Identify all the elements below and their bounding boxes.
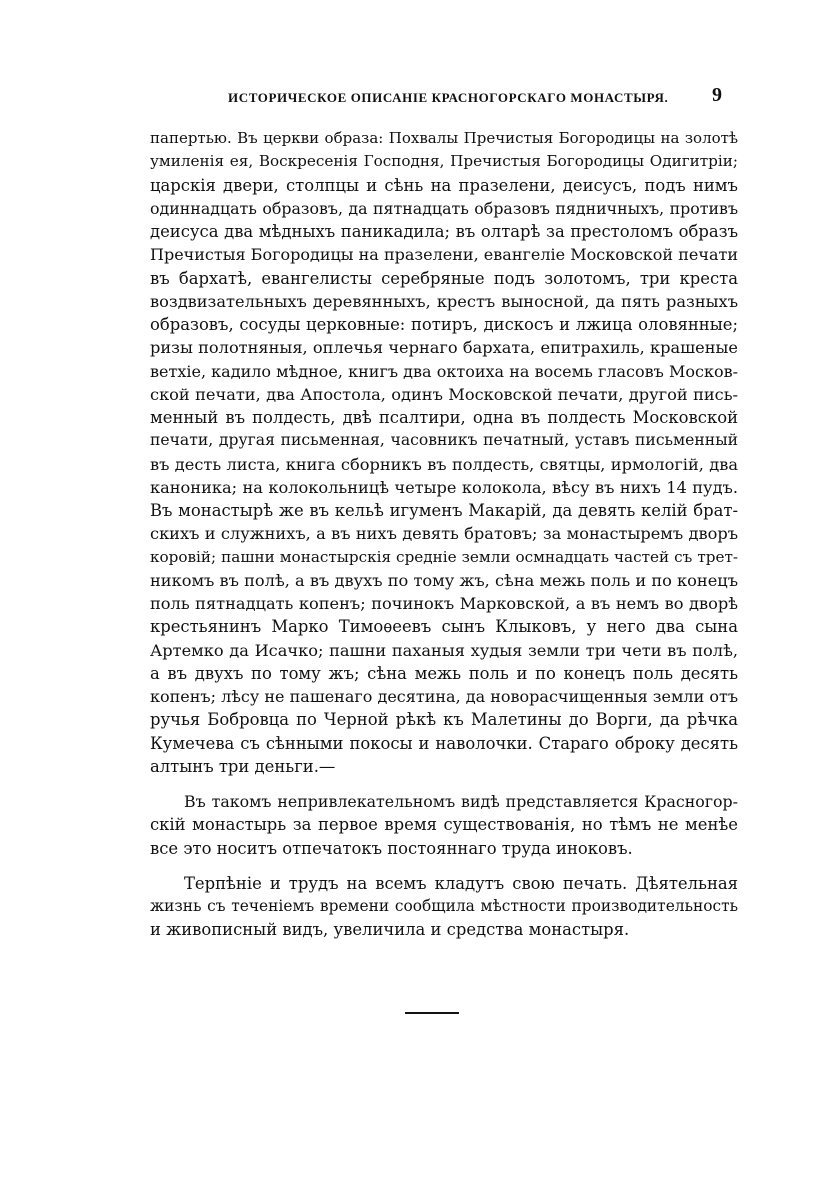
paragraph-3 — [150, 872, 738, 942]
text-line: алтынъ три деньги.— — [150, 756, 336, 776]
text-line: умиленія ея, Воскресенія Господня, Пречистыя Богородицы Одигитріи; — [150, 152, 738, 171]
text-line: ручья Бобровца по Черной рѣкѣ къ Малетины до Ворги, да рѣчка — [150, 710, 738, 730]
text-line: ризы полотняныя, оплечья чернаго бархата, епитрахиль, крашеные — [150, 338, 738, 358]
text-line: Кумечева съ сѣнными покосы и наволочки. Стараго оброку десять — [150, 733, 738, 753]
text-line: скій монастырь за первое время существованія, но тѣмъ не менѣе — [150, 815, 738, 835]
text-line: каноника; на колокольницѣ четыре колокола, вѣсу въ нихъ 14 пудъ. — [150, 477, 738, 497]
text-line: воздвизательныхъ деревянныхъ, крестъ выносной, да пять разныхъ — [150, 291, 738, 311]
text-line: Въ такомъ непривлекательномъ видѣ представляется Красногор- — [184, 792, 738, 811]
text-line: печати, другая письменная, часовникъ печатный, уставъ письменный — [150, 431, 738, 450]
text-line: ской печати, два Апостола, одинъ Московской печати, другой пись- — [150, 384, 738, 404]
text-line: въ бархатѣ, евангелисты серебряные подъ золотомъ, три креста — [150, 268, 738, 288]
text-line: жизнь съ теченіемъ времени сообщила мѣстности производительность — [150, 897, 738, 915]
text-line: Въ монастырѣ же въ кельѣ игуменъ Макарій, да девять келій брат- — [150, 501, 738, 520]
page-number: 9 — [712, 84, 722, 106]
text-line: ветхіе, кадило мѣдное, книгъ два октоиха на восемь гласовъ Москов- — [150, 361, 738, 381]
text-line: крестьянинъ Марко Тимоѳеевъ сынъ Клыковъ, у него два сына — [150, 617, 738, 637]
text-line: въ десть листа, книга сборникъ въ полдесть, святцы, ирмологій, два — [150, 454, 738, 474]
body-text — [150, 127, 738, 942]
text-line: и живописный видъ, увеличила и средства монастыря. — [150, 920, 630, 940]
paragraph-2 — [150, 790, 738, 860]
text-line: никомъ въ полѣ, а въ двухъ по тому жъ, сѣна межь поль и по конецъ — [150, 570, 738, 590]
text-line: Артемко да Исачко; пашни паханыя худыя земли три чети въ полѣ, — [150, 640, 738, 660]
text-line: скихъ и служнихъ, а въ нихъ девять братовъ; за монастыремъ дворъ — [150, 524, 738, 544]
text-line: коровій; пашни монастырскія средніе земли осмнадцать частей съ трет- — [150, 547, 738, 566]
text-line: царскія двери, столпцы и сѣнь на празелени, деисусъ, подъ нимъ — [150, 175, 738, 195]
text-line: копенъ; лѣсу не пашенаго десятина, да новорасчищенныя земли отъ — [150, 687, 738, 706]
paragraph-1 — [150, 127, 738, 778]
text-line: деисуса два мѣдныхъ паникадила; въ олтарѣ за престоломъ образъ — [150, 222, 738, 241]
text-line: одиннадцать образовъ, да пятнадцать образовъ пядничныхъ, противъ — [150, 198, 738, 218]
running-title: ИСТОРИЧЕСКОЕ ОПИСАНІЕ КРАСНОГОРСКАГО МОНАСТЫРЯ. — [228, 90, 669, 105]
text-line: а въ двухъ по тому жъ; сѣна межь поль и по конецъ поль десять — [150, 663, 738, 683]
text-line: Терпѣніе и трудъ на всемъ кладутъ свою печать. Дѣятельная — [184, 873, 738, 893]
text-line: поль пятнадцать копенъ; починокъ Марковской, а въ немъ во дворѣ — [150, 594, 738, 613]
text-line: папертью. Въ церкви образа: Похвалы Пречистыя Богородицы на золотѣ — [150, 129, 738, 147]
text-line: образовъ, сосуды церковные: потиръ, дискосъ и лжица оловянные; — [150, 315, 738, 334]
section-end-rule — [405, 1012, 459, 1014]
text-line: менный въ полдесть, двѣ псалтири, одна въ полдесть Московской — [150, 408, 738, 427]
text-line: Пречистыя Богородицы на празелени, евангеліе Московской печати — [150, 245, 738, 265]
text-line: все это носитъ отпечатокъ постояннаго труда иноковъ. — [150, 838, 633, 858]
